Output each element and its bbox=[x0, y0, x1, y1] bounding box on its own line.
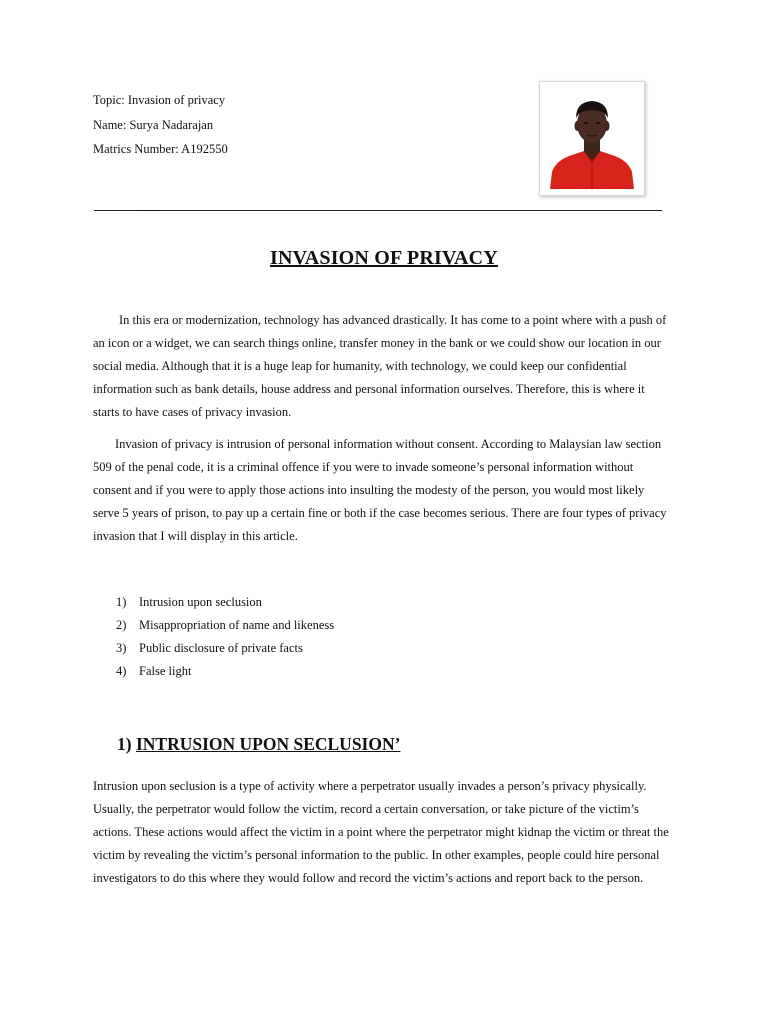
definition-paragraph: Invasion of privacy is intrusion of personal information without consent. According to Malaysian law section 509 of the penal code, it is a criminal offence if you were to invade someone’s personal information without consent and if you were to apply those actions into insulting the modesty of the person, you would most likely serve 5 years of prison, to pay up a certain fine or both if the case becomes serious. There are four types of privacy invasion that I will display in this article. bbox=[93, 437, 667, 544]
list-item: 1) Intrusion upon seclusion bbox=[116, 595, 262, 609]
header-divider-accent bbox=[138, 210, 160, 212]
intro-paragraph: In this era or modernization, technology has advanced drastically. It has come to a point where with a push of an icon or a widget, we can search things online, transfer money in the bank or we could show our location in our social media. Although that it is a huge leap for humanity, with technology, we could keep our confidential information such as bank details, house address and personal information ourselves. Therefore, this is where it starts to have cases of privacy invasion. bbox=[93, 313, 667, 420]
student-info bbox=[93, 88, 228, 162]
list-item: 2) Misappropriation of name and likeness bbox=[116, 618, 335, 633]
section1-paragraph: Intrusion upon seclusion is a type of activity where a perpetrator usually invades a person’s privacy physically. Usually, the perpetrator would follow the victim, record a certain conversation, or take picture of the victim’s actions. These actions would affect the victim in a point where the perpetrator might kidnap the victim or threat the victim by revealing the victim’s personal information to the public. In other examples, people could hire personal investigators to do this where they would follow and record the victim’s actions and report back to the person. bbox=[93, 779, 669, 886]
list-item: 3) Public disclosure of private facts bbox=[116, 641, 303, 656]
passport-photo bbox=[539, 81, 645, 196]
header-divider bbox=[94, 210, 662, 211]
list-item: 4) False light bbox=[116, 664, 192, 679]
topic-line: Topic: Invasion of privacy bbox=[93, 93, 226, 107]
matrics-line: Matrics Number: A192550 bbox=[93, 142, 228, 156]
privacy-types-list bbox=[116, 591, 334, 683]
name-line: Name: Surya Nadarajan bbox=[93, 117, 214, 132]
section1-heading-number: 1) bbox=[117, 734, 132, 754]
section1-heading-text: INTRUSION UPON SECLUSION’ bbox=[135, 734, 401, 754]
page-title: INVASION OF PRIVACY bbox=[270, 247, 498, 269]
portrait-image bbox=[546, 88, 638, 189]
section1-heading bbox=[117, 734, 400, 755]
